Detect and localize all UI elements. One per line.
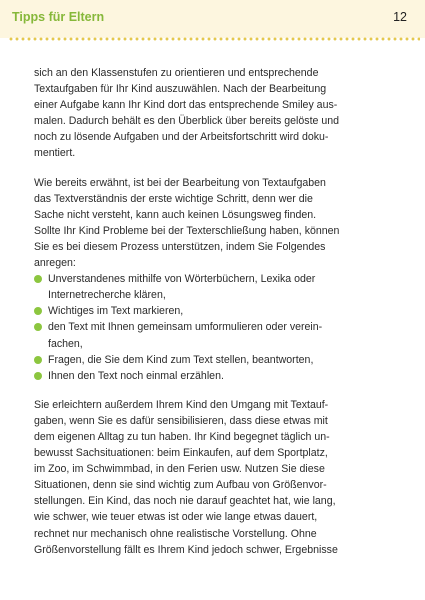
text-line: Fragen, die Sie dem Kind zum Text stellen, beantworten, bbox=[48, 353, 314, 366]
body-text bbox=[34, 65, 394, 571]
text-line: wie schwer, wie teuer etwas ist oder wie lange etwas dauert, bbox=[34, 511, 318, 524]
text-line: Sie erleichtern außerdem Ihrem Kind den Umgang mit Textauf- bbox=[34, 398, 329, 411]
bullet-list bbox=[34, 271, 394, 384]
text-line: Sache nicht versteht, kann auch keinen Lösungsweg finden. bbox=[34, 208, 317, 221]
text-line: im Zoo, im Schwimmbad, in den Ferien usw. Nutzen Sie diese bbox=[34, 463, 325, 476]
text-line: noch zu lösende Aufgaben und der Arbeitsfortschritt wird doku- bbox=[34, 131, 329, 144]
text-line: den Text mit Ihnen gemeinsam umformulieren oder verein- bbox=[48, 321, 323, 334]
text-line: rechnet nur mechanisch ohne realistische Vorstellung. Ohne bbox=[34, 527, 317, 540]
list-item bbox=[34, 271, 394, 303]
text-line: einer Aufgabe kann Ihr Kind dort das entsprechende Smiley aus- bbox=[34, 99, 338, 112]
bullet-dot-icon bbox=[34, 356, 42, 364]
bullet-dot-icon bbox=[34, 323, 42, 331]
text-line: Situationen, denn sie sind wichtig zum Aufbau von Größenvor- bbox=[34, 479, 327, 492]
paragraph-3 bbox=[34, 397, 394, 558]
text-line: gaben, wenn Sie es dafür sensibilisieren, dass diese etwas mit bbox=[34, 414, 328, 427]
text-line: Internetrecherche klären, bbox=[48, 289, 166, 302]
bullet-dot-icon bbox=[34, 372, 42, 380]
paragraph-1 bbox=[34, 65, 394, 162]
text-line: fachen, bbox=[48, 337, 83, 350]
bullet-dot-icon bbox=[34, 275, 42, 283]
list-item bbox=[34, 352, 394, 368]
section-title: Tipps für Eltern bbox=[12, 10, 105, 24]
text-line: Wie bereits erwähnt, ist bei der Bearbeitung von Textaufgaben bbox=[34, 176, 326, 189]
text-line: Wichtiges im Text markieren, bbox=[48, 305, 184, 318]
text-line: anregen: bbox=[34, 257, 76, 270]
text-line: Sollte Ihr Kind Probleme bei der Texterschließung haben, können bbox=[34, 224, 340, 237]
text-line: malen. Dadurch behält es den Überblick über bereits gelöste und bbox=[34, 115, 340, 128]
list-item bbox=[34, 368, 394, 384]
list-item bbox=[34, 319, 394, 351]
dotted-divider bbox=[8, 36, 420, 42]
text-line: dem eigenen Alltag zu tun haben. Ihr Kind begegnet täglich un- bbox=[34, 430, 330, 443]
text-line: Größenvorstellung fällt es Ihrem Kind jedoch schwer, Ergebnisse bbox=[34, 543, 338, 556]
text-line: Ihnen den Text noch einmal erzählen. bbox=[48, 369, 224, 382]
text-line: Textaufgaben für Ihr Kind auszuwählen. Nach der Bearbeitung bbox=[34, 83, 327, 96]
list-item bbox=[34, 303, 394, 319]
text-line: sich an den Klassenstufen zu orientieren und entsprechende bbox=[34, 67, 319, 79]
paragraph-2 bbox=[34, 175, 394, 272]
text-line: das Textverständnis der erste wichtige Schritt, denn wer die bbox=[34, 192, 313, 205]
page-number: 12 bbox=[393, 10, 407, 24]
text-line: Sie es bei diesem Prozess unterstützen, indem Sie Folgendes bbox=[34, 240, 326, 253]
text-line: bewusst Sachsituationen: beim Einkaufen, auf dem Sportplatz, bbox=[34, 447, 328, 460]
text-line: mentiert. bbox=[34, 147, 76, 160]
bullet-dot-icon bbox=[34, 307, 42, 315]
text-line: Unverstandenes mithilfe von Wörterbüchern, Lexika oder bbox=[48, 273, 316, 286]
text-line: stellungen. Ein Kind, das noch nie darauf geachtet hat, wie lang, bbox=[34, 495, 336, 508]
